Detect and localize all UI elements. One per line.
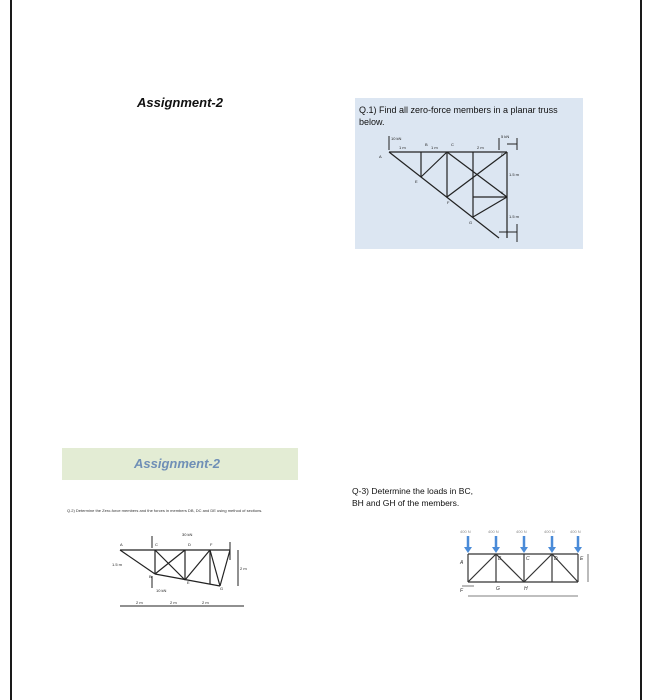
q3-node-b: B — [498, 556, 502, 562]
q3-load-4: 400 N — [544, 529, 555, 534]
q2-node-a: A — [120, 542, 123, 547]
q1-node-f: F — [447, 200, 450, 205]
q2-load-top: 30 kN — [182, 532, 193, 537]
q3-load-2: 400 N — [488, 529, 499, 534]
q2-dim-left: 1.5 m — [112, 562, 123, 567]
q2-dim-b3: 2 m — [202, 600, 209, 605]
q1-node-k: K — [501, 190, 504, 195]
q1-load-right: 5 kN — [501, 134, 510, 139]
q3-truss-figure — [456, 528, 598, 604]
q1-panel — [355, 98, 583, 249]
q3-node-f: F — [460, 588, 464, 594]
q3-load-1: 400 N — [460, 529, 471, 534]
left-frame-line — [10, 0, 12, 700]
right-frame-line — [640, 0, 642, 700]
q2-node-b: B — [149, 574, 152, 579]
q3-node-g: G — [496, 586, 500, 592]
q3-question: Q-3) Determine the loads in BC, BH and GH of the members. — [352, 486, 473, 508]
q3-load-3: 400 N — [516, 529, 527, 534]
q1-node-d: D — [501, 152, 504, 157]
q1-question: Q.1) Find all zero-force members in a planar truss below. — [359, 105, 558, 127]
q3-node-h: H — [524, 586, 528, 592]
q2-node-e: E — [187, 580, 190, 585]
q3-node-e: E — [580, 556, 584, 562]
q3-node-a: A — [460, 560, 464, 566]
slide1-title: Assignment-2 — [137, 95, 223, 110]
q1-dim-1: 1 m — [399, 145, 406, 150]
q2-dim-b1: 2 m — [136, 600, 143, 605]
q1-dim-h1: 1.5 m — [509, 172, 520, 177]
q1-node-b: B — [425, 142, 428, 147]
q1-dim-2: 1 m — [431, 145, 438, 150]
q1-load-left: 10 kN — [391, 136, 402, 141]
q1-node-c: C — [451, 142, 454, 147]
q2-node-d: D — [188, 542, 191, 547]
q2-load-bottom: 10 kN — [156, 588, 167, 593]
q1-node-g: G — [469, 220, 473, 225]
q2-question: Q.2) Determine the Zero-force members and the forces in members DB, DC and DE using method of sections. — [67, 508, 263, 513]
q2-node-f: F — [210, 542, 213, 547]
q2-truss-figure — [112, 528, 260, 608]
q2-node-c: C — [155, 542, 158, 547]
q1-dim-h2: 1.5 m — [509, 214, 520, 219]
q1-node-a: A — [379, 154, 382, 159]
q2-node-g: G — [220, 586, 224, 591]
slide2-title-banner — [62, 448, 298, 480]
q1-node-e: E — [415, 179, 418, 184]
q3-node-d: D — [554, 556, 558, 562]
q3-load-5: 400 N — [570, 529, 581, 534]
slide2-title: Assignment-2 — [134, 456, 220, 471]
q1-dim-3: 2 m — [477, 145, 484, 150]
q1-truss-figure — [365, 134, 525, 244]
q2-dim-right: 2 m — [240, 566, 247, 571]
q3-node-c: C — [526, 556, 530, 562]
q2-dim-b2: 2 m — [170, 600, 177, 605]
